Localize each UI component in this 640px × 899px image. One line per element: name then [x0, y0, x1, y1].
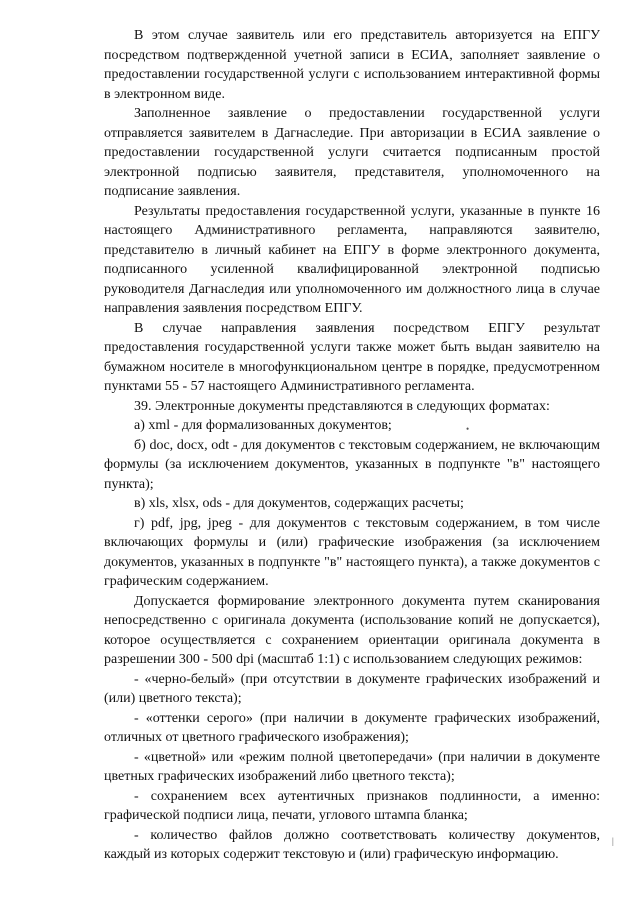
document-body — [104, 26, 600, 865]
scan-speck: • — [466, 424, 470, 434]
scan-speck: | — [612, 836, 614, 846]
list-item-b: б) doc, docx, odt - для документов с текстовым содержанием, не включающим формулы (за исключением документов, указанных в подпункте "в" настоящего пункта); — [104, 437, 600, 492]
list-item-g: г) pdf, jpg, jpeg - для документов с текстовым содержанием, в том числе включающих формулы и (или) графические изображения (за исключением документов, указанных в подпункте "в" настоящего пункта), а также документов с графическим содержанием. — [104, 515, 600, 589]
paragraph-paper-result: В случае направления заявления посредством ЕПГУ результат предоставления государственной услуги также может быть выдан заявителю на бумажном носителе в многофункциональном центре в порядке, предусмотренном пунктами 55 - 57 настоящего Административного регламента. — [104, 320, 600, 394]
list-item-grayscale-mode: - «оттенки серого» (при наличии в документе графических изображений, отличных от цветного графического изображения); — [104, 710, 600, 745]
paragraph-item-39: 39. Электронные документы представляются в следующих форматах: — [134, 398, 550, 414]
paragraph-esia-authorization: В этом случае заявитель или его представитель авторизуется на ЕПГУ посредством подтвержденной учетной записи в ЕСИА, заполняет заявление о предоставлении государственной услуги с использованием интерактивной формы в электронном виде. — [104, 28, 600, 102]
list-item-authenticity: - сохранением всех аутентичных признаков подлинности, а именно: графической подписи лица, печати, углового штампа бланка; — [104, 788, 600, 823]
paragraph-results-delivery: Результаты предоставления государственной услуги, указанные в пункте 16 настоящего Административного регламента, направляются заявителю, представителю в личный кабинет на ЕПГУ в форме электронного документа, подписанного усиленной квалифицированной электронной подписью руководителя Дагнаследия или уполномоченного им должностного лица в случае направления заявления посредством ЕПГУ. — [104, 203, 600, 316]
list-item-a: а) xml - для формализованных документов; — [134, 418, 392, 433]
list-item-bw-mode: - «черно-белый» (при отсутствии в документе графических изображений и (или) цветного текста); — [104, 671, 600, 706]
list-item-file-count: - количество файлов должно соответствовать количеству документов, каждый из которых содержит текстовую и (или) графическую информацию. — [104, 827, 600, 862]
list-item-color-mode: - «цветной» или «режим полной цветопередачи» (при наличии в документе цветных графических изображений либо цветного текста); — [104, 749, 600, 784]
paragraph-scanning: Допускается формирование электронного документа путем сканирования непосредственно с оригинала документа (использование копий не допускается), которое осуществляется с сохранением ориентации оригинала документа в разрешении 300 - 500 dpi (масштаб 1:1) с использованием следующих режимов: — [104, 593, 600, 667]
list-item-v: в) xls, xlsx, ods - для документов, содержащих расчеты; — [134, 496, 464, 511]
paragraph-application-sent: Заполненное заявление о предоставлении государственной услуги отправляется заявителем в Дагнаследие. При авторизации в ЕСИА заявление о предоставлении государственной услуги считается подписанным простой электронной подписью заявителя, представителя, уполномоченного на подписание заявления. — [104, 106, 600, 199]
